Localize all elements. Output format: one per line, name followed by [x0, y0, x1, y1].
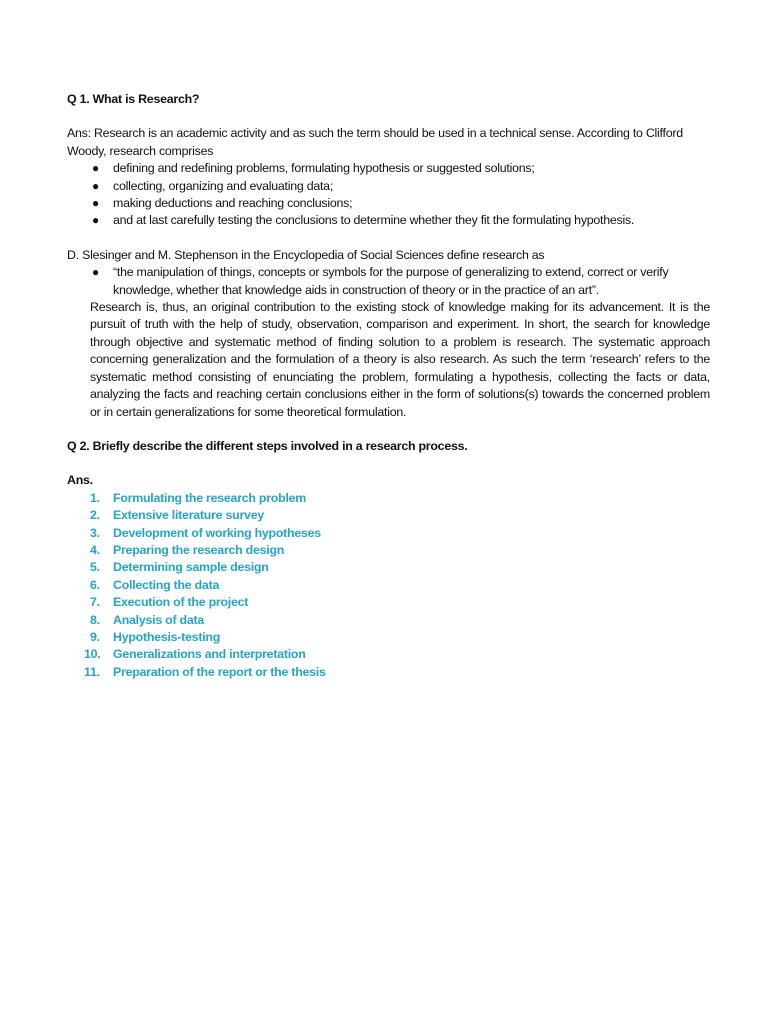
- answer-1-intro-line-1: Ans: Research is an academic activity and as such the term should be used in a technical sense. According to Clifford: [67, 126, 683, 141]
- list-item: [90, 525, 710, 542]
- bullet-dot-icon: ●: [92, 213, 99, 228]
- step-number: 7.: [90, 595, 100, 610]
- spacer: [67, 230, 710, 247]
- step-text: Development of working hypotheses: [113, 525, 321, 540]
- spacer: [67, 421, 710, 438]
- list-item: [84, 646, 710, 663]
- research-paragraph: Research is, thus, an original contribution to the existing stock of knowledge making for its advancement. It is the pursuit of truth with the help of study, observation, comparison and experiment. In short, the search for knowledge through objective and systematic method of finding solution to a problem is research. The systematic approach concerning generalization and the formulation of a theory is also research. As such the term ‘research’ refers to the systematic method consisting of enunciating the problem, formulating a hypothesis, collecting the facts or data, analyzing the facts and reaching certain conclusions either in the form of solutions(s) towards the concerned problem or in certain generalizations for some theoretical formulation.: [90, 300, 710, 419]
- list-item: [84, 664, 710, 681]
- list-item: [90, 612, 710, 629]
- bullet-dot-icon: ●: [92, 178, 99, 193]
- bullet-text: and at last carefully testing the conclusions to determine whether they fit the formulating hypothesis.: [113, 213, 635, 228]
- bullet-dot-icon: ●: [92, 196, 99, 211]
- step-number: 8.: [90, 612, 100, 627]
- answer-2-label: Ans.: [67, 473, 93, 488]
- step-number: 5.: [90, 560, 100, 575]
- list-item: [90, 507, 710, 524]
- list-item: [90, 542, 710, 559]
- bullet-text: making deductions and reaching conclusions;: [113, 196, 353, 211]
- spacer: [67, 108, 710, 125]
- list-item: [90, 490, 710, 507]
- question-2-title: Q 2. Briefly describe the different steps involved in a research process.: [67, 438, 468, 453]
- step-number: 10.: [84, 647, 101, 662]
- bullet-text: defining and redefining problems, formulating hypothesis or suggested solutions;: [113, 161, 535, 176]
- step-text: Extensive literature survey: [113, 508, 264, 523]
- list-item: [90, 594, 710, 611]
- step-text: Execution of the project: [113, 595, 249, 610]
- list-item: [92, 178, 710, 195]
- step-number: 11.: [84, 664, 100, 679]
- quote-text: “the manipulation of things, concepts or symbols for the purpose of generalizing to extend, correct or verify knowledge, whether that knowledge aids in construction of theory or in the practice of an art”.: [113, 265, 669, 297]
- list-item: [92, 160, 710, 177]
- step-text: Collecting the data: [113, 577, 220, 592]
- bullet-dot-icon: ●: [92, 265, 99, 280]
- research-steps-list: [67, 490, 710, 681]
- step-text: Generalizations and interpretation: [113, 647, 306, 662]
- step-text: Hypothesis-testing: [113, 629, 221, 644]
- step-number: 1.: [90, 490, 100, 505]
- list-item: [92, 264, 710, 299]
- step-number: 3.: [90, 525, 100, 540]
- list-item: [92, 212, 710, 229]
- list-item: [90, 577, 710, 594]
- slesinger-intro: D. Slesinger and M. Stephenson in the Encyclopedia of Social Sciences define research as: [67, 247, 545, 262]
- bullet-text: collecting, organizing and evaluating data;: [113, 178, 334, 193]
- step-text: Preparation of the report or the thesis: [113, 664, 326, 679]
- quote-bullet-list: [67, 264, 710, 299]
- step-text: Formulating the research problem: [113, 490, 307, 505]
- bullet-dot-icon: ●: [92, 161, 99, 176]
- woody-bullet-list: [67, 160, 710, 230]
- answer-1-intro-line-2: Woody, research comprises: [67, 143, 214, 158]
- list-item: [92, 195, 710, 212]
- spacer: [67, 455, 710, 472]
- step-text: Determining sample design: [113, 560, 269, 575]
- step-number: 9.: [90, 629, 100, 644]
- list-item: [90, 629, 710, 646]
- step-number: 4.: [90, 542, 100, 557]
- list-item: [90, 559, 710, 576]
- step-number: 2.: [90, 508, 100, 523]
- question-1-title: Q 1. What is Research?: [67, 92, 200, 106]
- step-text: Analysis of data: [113, 612, 205, 627]
- step-text: Preparing the research design: [113, 542, 285, 557]
- step-number: 6.: [90, 577, 100, 592]
